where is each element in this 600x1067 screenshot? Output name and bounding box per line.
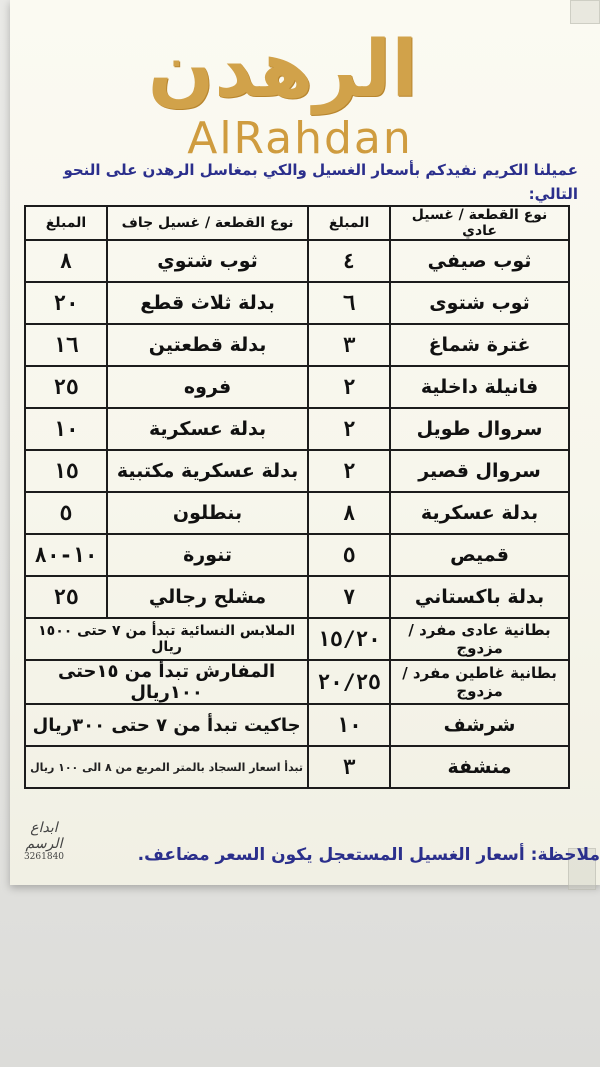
regular-item: بطانية عادى مفرد / مزدوج [390, 618, 569, 660]
regular-price: ٣ [308, 324, 390, 366]
table-row [25, 408, 569, 450]
header-amount-dry: المبلغ [25, 206, 107, 240]
regular-price: ٤ [308, 240, 390, 282]
regular-price: ٢ [308, 450, 390, 492]
intro-text: عميلنا الكريم نفيدكم بأسعار الغسيل والكي بمغاسل الرهدن على النحو التالي: [63, 161, 578, 203]
regular-price: ١٥/٢٠ [308, 618, 390, 660]
designer-stamp [14, 820, 74, 864]
note-cell: تبدأ اسعار السجاد بالمتر المربع من ٨ الى ١٠٠ ريال [25, 746, 308, 788]
regular-price: ٣ [308, 746, 390, 788]
table-row [25, 240, 569, 282]
regular-item: بدلة باكستاني [390, 576, 569, 618]
table-row [25, 746, 569, 788]
table-row [25, 450, 569, 492]
regular-price: ٥ [308, 534, 390, 576]
dry-item: مشلح رجالي [107, 576, 308, 618]
table-row [25, 660, 569, 704]
regular-item: ثوب صيفي [390, 240, 569, 282]
stamp-serial: 3261840 [23, 852, 65, 862]
dry-price: ٢٠ [25, 282, 107, 324]
regular-item: فانيلة داخلية [390, 366, 569, 408]
header-amount-regular: المبلغ [308, 206, 390, 240]
regular-item: سروال طويل [390, 408, 569, 450]
regular-price: ٨ [308, 492, 390, 534]
dry-price: ١٦ [25, 324, 107, 366]
regular-item: ثوب شتوى [390, 282, 569, 324]
note-cell: المفارش تبدأ من ١٥حتى ١٠٠ريال [25, 660, 308, 704]
regular-price: ٢٠/٢٥ [308, 660, 390, 704]
dry-item: بدلة عسكرية [107, 408, 308, 450]
header-item-dry: نوع القطعة / غسيل جاف [107, 206, 308, 240]
price-table [24, 205, 570, 789]
dry-item: تنورة [107, 534, 308, 576]
dry-price: ٢٥ [25, 576, 107, 618]
table-header-row [25, 206, 569, 240]
dry-item: بنطلون [107, 492, 308, 534]
table-row [25, 534, 569, 576]
regular-price: ٦ [308, 282, 390, 324]
note-cell: الملابس النسائية تبدأ من ٧ حتى ١٥٠٠ ريال [25, 618, 308, 660]
dry-item: ثوب شتوي [107, 240, 308, 282]
dry-price: ١٥ [25, 450, 107, 492]
regular-item: منشفة [390, 746, 569, 788]
table-row [25, 704, 569, 746]
regular-item: غترة شماغ [390, 324, 569, 366]
dry-item: بدلة ثلاث قطع [107, 282, 308, 324]
dry-item: بدلة قطعتين [107, 324, 308, 366]
regular-price: ١٠ [308, 704, 390, 746]
table-row [25, 576, 569, 618]
table-row [25, 618, 569, 660]
regular-price: ٧ [308, 576, 390, 618]
footnote: ملاحظة: أسعار الغسيل المستعجل يكون السعر مضاعف. [137, 845, 600, 865]
tape-top-right [570, 0, 600, 24]
table-row [25, 366, 569, 408]
stamp-signature: ابداع الرسم [25, 820, 63, 852]
dry-price: ١٠-٨٠ [25, 534, 107, 576]
regular-price: ٢ [308, 366, 390, 408]
dry-price: ٢٥ [25, 366, 107, 408]
regular-item: بطانية غاطين مفرد / مزدوج [390, 660, 569, 704]
regular-item: بدلة عسكرية [390, 492, 569, 534]
note-cell: جاكيت تبدأ من ٧ حتى ٣٠٠ريال [25, 704, 308, 746]
table-row [25, 492, 569, 534]
regular-item: قميص [390, 534, 569, 576]
regular-item: شرشف [390, 704, 569, 746]
table-row [25, 324, 569, 366]
dry-price: ٥ [25, 492, 107, 534]
dry-item: بدلة عسكرية مكتبية [107, 450, 308, 492]
regular-price: ٢ [308, 408, 390, 450]
dry-price: ٨ [25, 240, 107, 282]
table-row [25, 282, 569, 324]
logo-latin: AlRahdan [187, 113, 413, 164]
logo-arabic: الرهدن [147, 25, 418, 115]
dry-price: ١٠ [25, 408, 107, 450]
header-item-regular: نوع القطعة / غسيل عادي [390, 206, 569, 240]
regular-item: سروال قصير [390, 450, 569, 492]
dry-item: فروه [107, 366, 308, 408]
